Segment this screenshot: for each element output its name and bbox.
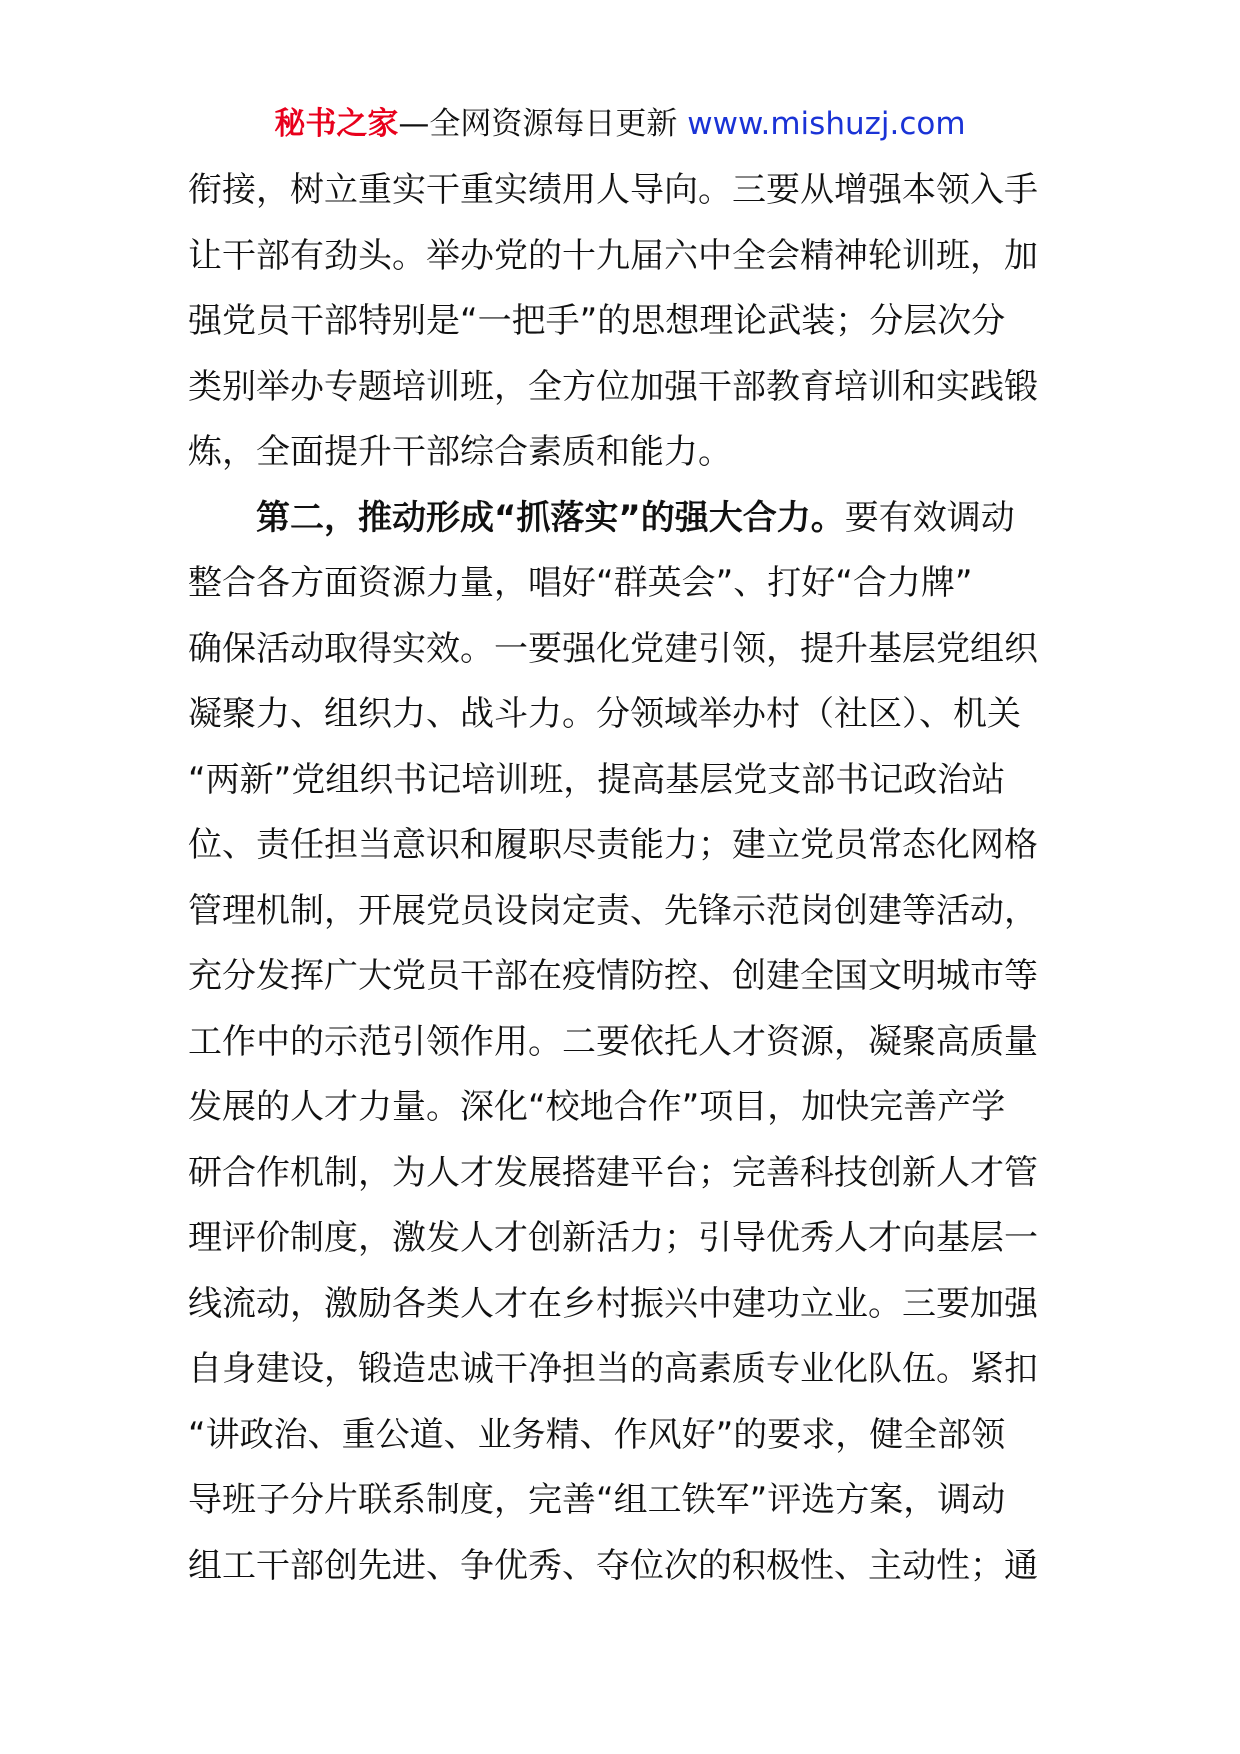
- text-line: 自身建设，锻造忠诚干净担当的高素质专业化队伍。紧扣: [188, 1349, 1038, 1389]
- document-body: [188, 158, 1058, 1599]
- text-line: “讲政治、重公道、业务精、作风好”的要求，健全部领: [188, 1414, 1006, 1455]
- text-line: 研合作机制，为人才发展搭建平台；完善科技创新人才管: [188, 1152, 1038, 1193]
- text-line: 充分发挥广大党员干部在疫情防控、创建全国文明城市等: [188, 956, 1038, 996]
- text-line: 线流动，激励各类人才在乡村振兴中建功立业。三要加强: [188, 1283, 1038, 1324]
- text-line: “两新”党组织书记培训班，提高基层党支部书记政治站: [188, 759, 1006, 800]
- text-line: 炼，全面提升干部综合素质和能力。: [188, 432, 732, 472]
- text-line: 类别举办专题培训班，全方位加强干部教育培训和实践锻: [188, 366, 1038, 407]
- header-tagline: —全网资源每日更新: [398, 106, 688, 142]
- brand-name: 秘书之家: [274, 106, 399, 142]
- section-heading: 第二，推动形成“抓落实”的强大合力。: [256, 497, 845, 538]
- text-line: 工作中的示范引领作用。二要依托人才资源，凝聚高质量: [188, 1021, 1038, 1062]
- page-header: [0, 100, 1240, 148]
- heading-indent: [188, 498, 256, 538]
- text-line: 发展的人才力量。深化“校地合作”项目，加快完善产学: [188, 1087, 1006, 1127]
- text-line: 让干部有劲头。举办党的十九届六中全会精神轮训班，加: [188, 235, 1038, 276]
- text-line: 凝聚力、组织力、战斗力。分领域举办村（社区）、机关: [188, 694, 1021, 734]
- text-line: 位、责任担当意识和履职尽责能力；建立党员常态化网格: [188, 825, 1038, 865]
- text-line: 整合各方面资源力量，唱好“群英会”、打好“合力牌”: [188, 563, 973, 603]
- section-heading-line: [188, 486, 1058, 552]
- text-line: 管理机制，开展党员设岗定责、先锋示范岗创建等活动，: [188, 890, 1038, 931]
- text-line: 组工干部创先进、争优秀、夺位次的积极性、主动性；通: [188, 1545, 1038, 1586]
- heading-continuation: 要有效调动: [844, 497, 1015, 538]
- text-line: 衔接，树立重实干重实绩用人导向。三要从增强本领入手: [188, 170, 1038, 210]
- site-url-link[interactable]: www.mishuzj.com: [687, 106, 966, 142]
- text-line: 理评价制度，激发人才创新活力；引导优秀人才向基层一: [188, 1218, 1038, 1258]
- text-line: 导班子分片联系制度，完善“组工铁军”评选方案，调动: [188, 1480, 1006, 1520]
- text-line: 强党员干部特别是“一把手”的思想理论武装；分层次分: [188, 301, 1006, 341]
- text-line: 确保活动取得实效。一要强化党建引领，提升基层党组织: [188, 628, 1038, 669]
